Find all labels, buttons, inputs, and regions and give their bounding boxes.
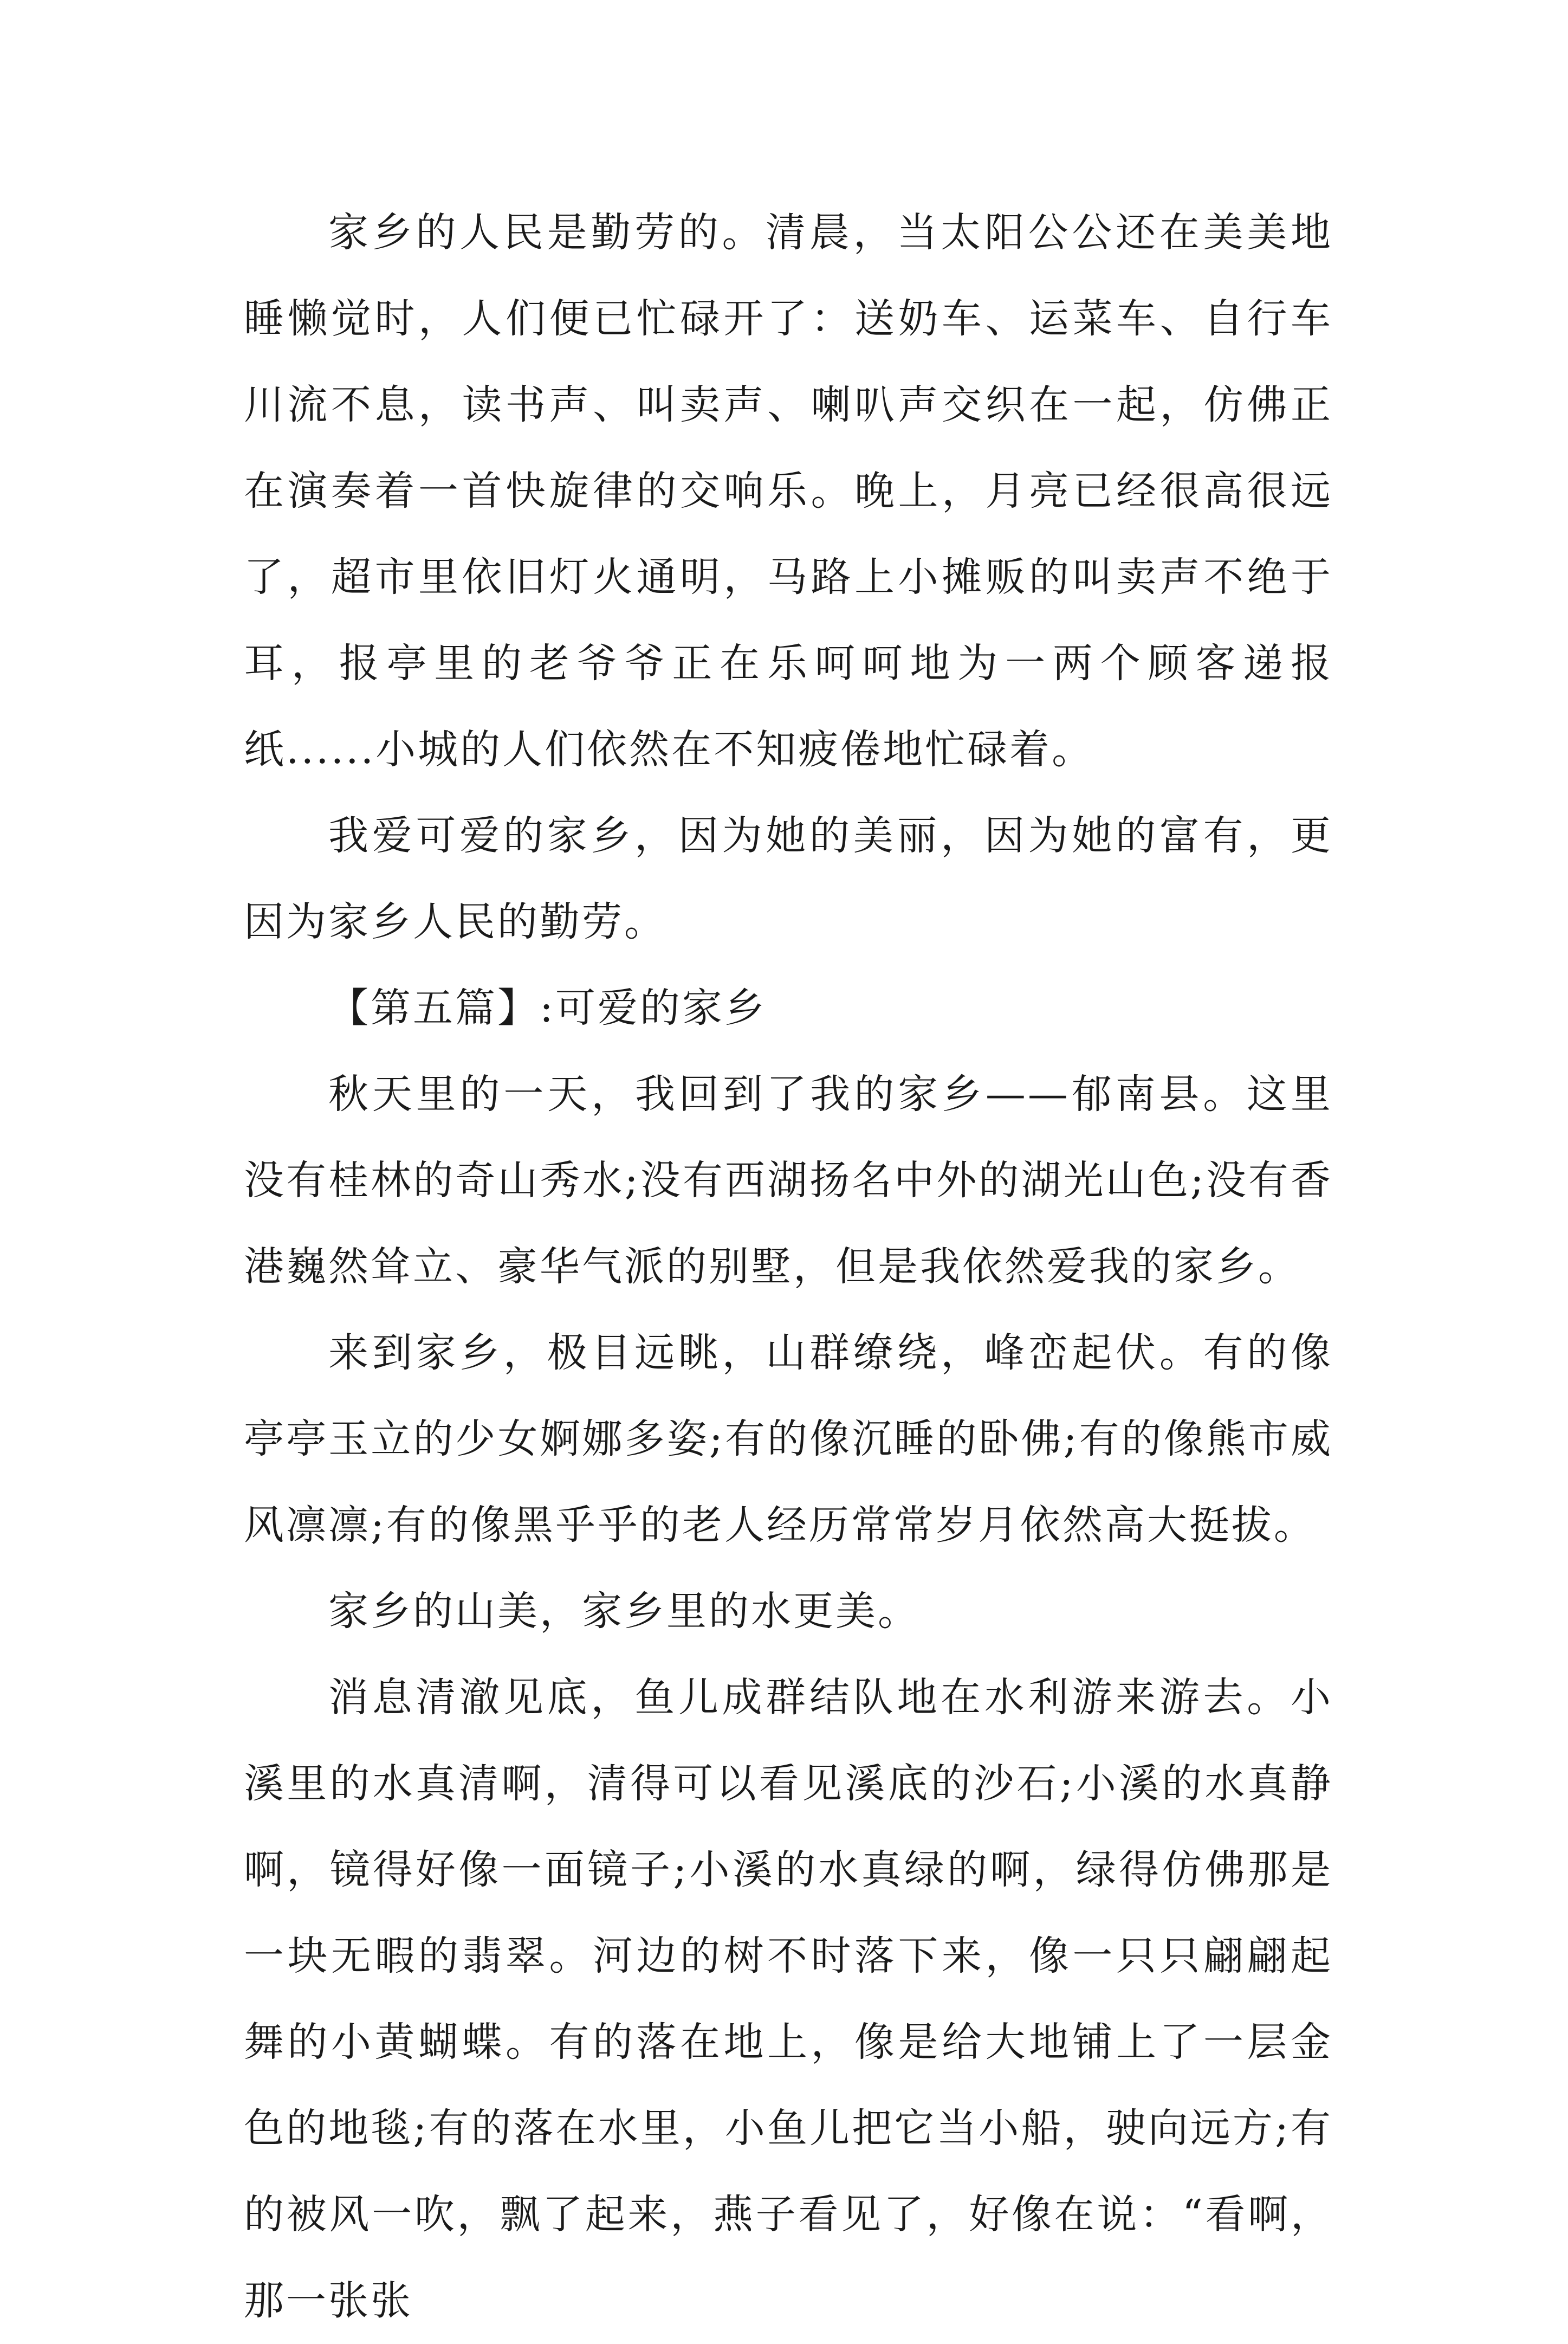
paragraph-stream: 消息清澈见底，鱼儿成群结队地在水利游来游去。小溪里的水真清啊，清得可以看见溪底的沙石;小溪的水真静啊，镜得好像一面镜子;小溪的水真绿的啊，绿得仿佛那是一块无暇的翡翠。河边的树不时落下来，像一只只翩翩起舞的小黄蝴蝶。有的落在地上，像是给大地铺上了一层金色的地毯;有的落在水里，小鱼儿把它当小船，驶向远方;有的被风一吹，飘了起来，燕子看见了，好像在说：“看啊，那一张张: [244, 1674, 1333, 2324]
paragraph-autumn-return: 秋天里的一天，我回到了我的家乡——郁南县。这里没有桂林的奇山秀水;没有西湖扬名中外的湖光山色;没有香港巍然耸立、豪华气派的别墅，但是我依然爱我的家乡。: [244, 1071, 1333, 1290]
section-heading-part-five: 【第五篇】:可爱的家乡: [328, 985, 767, 1031]
paragraph-mountains: 来到家乡，极目远眺，山群缭绕，峰峦起伏。有的像亭亭玉立的少女婀娜多姿;有的像沉睡的卧佛;有的像熊市威风凛凛;有的像黑乎乎的老人经历常常岁月依然高大挺拔。: [244, 1329, 1333, 1548]
paragraph-love-hometown: 我爱可爱的家乡，因为她的美丽，因为她的富有，更因为家乡人民的勤劳。: [244, 812, 1333, 945]
paragraph-diligent-people: 家乡的人民是勤劳的。清晨，当太阳公公还在美美地睡懒觉时，人们便已忙碌开了：送奶车、运菜车、自行车川流不息，读书声、叫卖声、喇叭声交织在一起，仿佛正在演奏着一首快旋律的交响乐。晚上，月亮已经很高很远了，超市里依旧灯火通明，马路上小摊贩的叫卖声不绝于耳，报亭里的老爷爷正在乐呵呵地为一两个顾客递报纸......小城的人们依然在不知疲倦地忙碌着。: [244, 209, 1333, 773]
document-body: [244, 190, 1333, 2344]
paragraph-water-more-beautiful: 家乡的山美，家乡里的水更美。: [328, 1588, 920, 1635]
